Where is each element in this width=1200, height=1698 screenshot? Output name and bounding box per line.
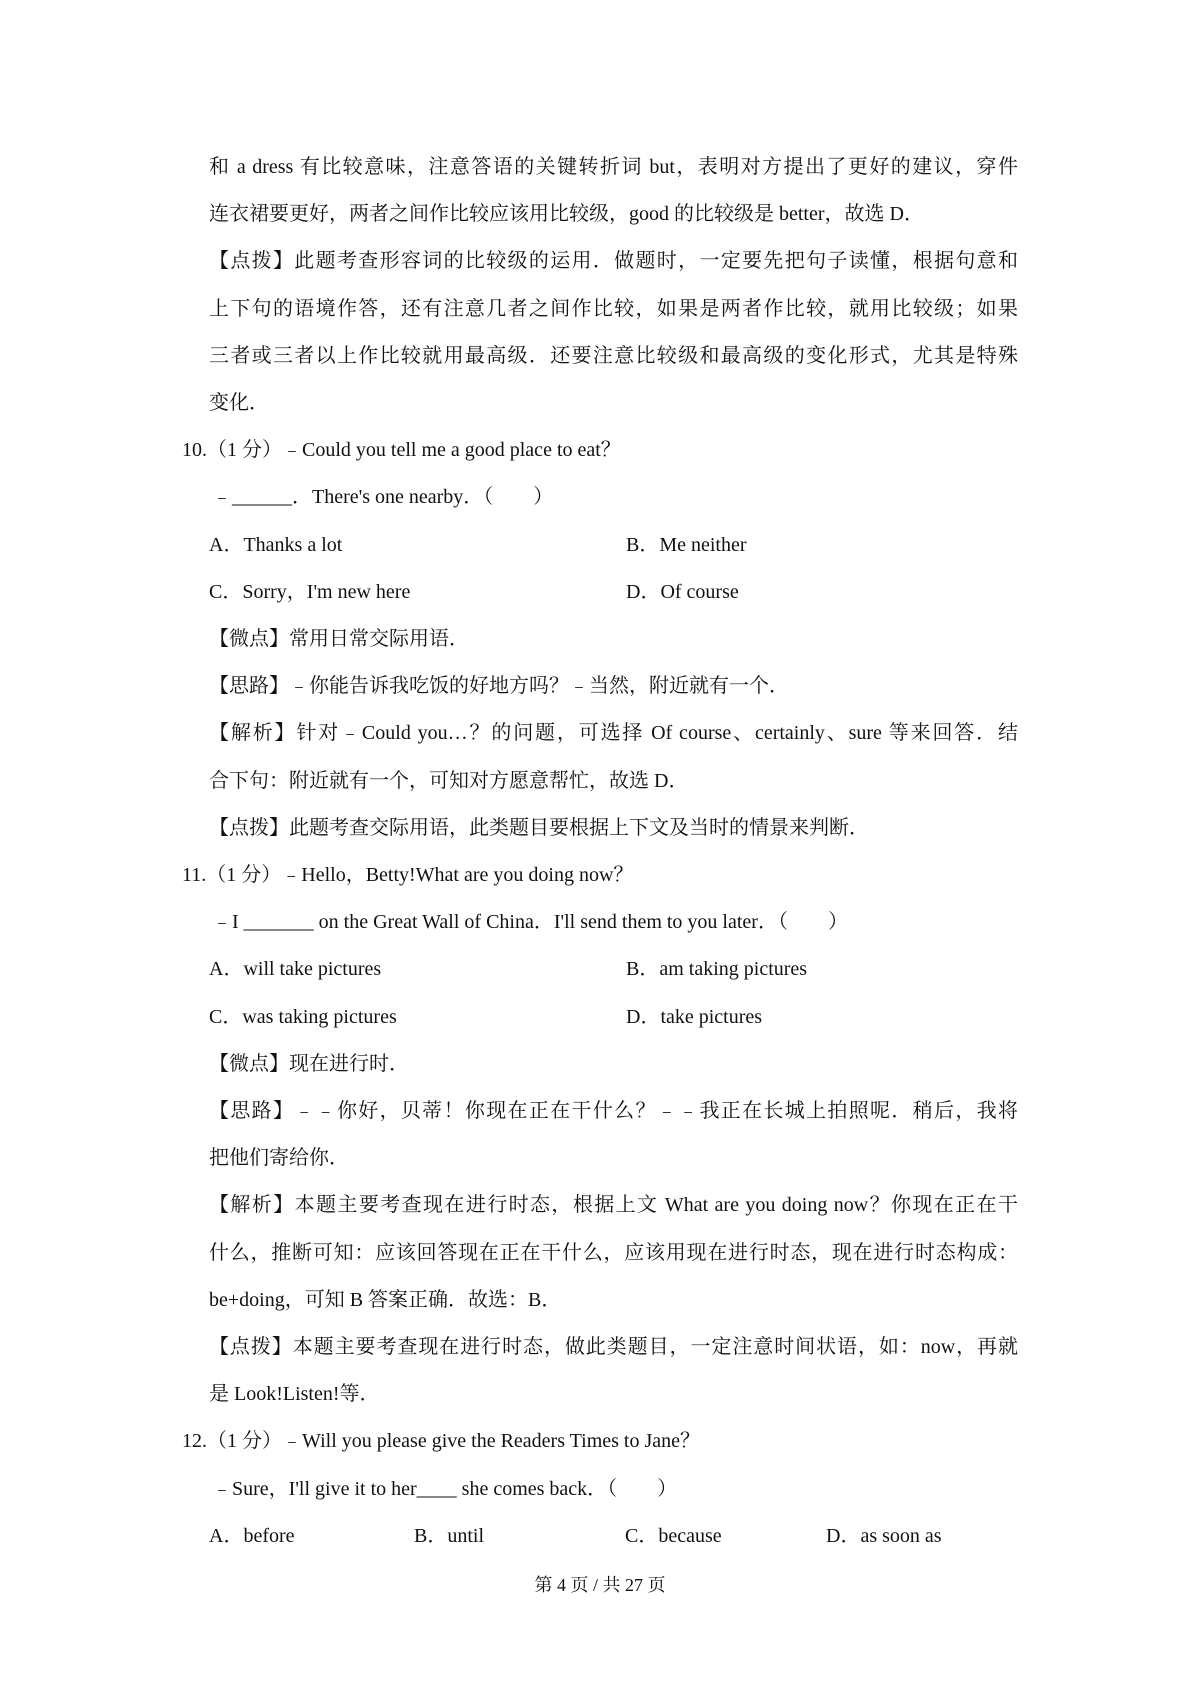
answer-option: C．because [625, 1524, 722, 1547]
explanation-line: 【点拨】此题考查交际用语，此类题目要根据上下文及当时的情景来判断． [209, 816, 869, 839]
answer-option: B．until [414, 1524, 485, 1547]
explanation-line: be+doing，可知 B 答案正确．故选：B． [209, 1288, 562, 1311]
options-row [0, 522, 1200, 569]
options-row [0, 946, 1200, 993]
explanation-line: 【思路】﹣﹣你好，贝蒂！你现在正在干什么？﹣﹣我正在长城上拍照呢．稍后，我将 [209, 1100, 1018, 1122]
question-reply: ﹣______．There's one nearby．（ ） [212, 486, 554, 509]
explanation-line: 上下句的语境作答，还有注意几者之间作比较，如果是两者作比较，就用比较级；如果 [209, 297, 1018, 320]
explanation-line: 和 a dress 有比较意味，注意答语的关键转折词 but，表明对方提出了更好的建议，穿件 [209, 156, 1018, 178]
answer-option: D．take pictures [626, 1005, 763, 1028]
answer-option: D．Of course [626, 580, 739, 603]
answer-option: B．am taking pictures [626, 958, 808, 981]
explanation-line: 变化． [209, 392, 269, 414]
question-reply: ﹣Sure，I'll give it to her____ she comes back．（ ） [212, 1477, 678, 1500]
explanation-line: 三者或三者以上作比较就用最高级．还要注意比较级和最高级的变化形式，尤其是特殊 [209, 344, 1018, 367]
answer-option: A．Thanks a lot [209, 533, 343, 556]
answer-option: A．before [209, 1524, 295, 1547]
answer-option: D．as soon as [826, 1524, 942, 1547]
answer-option: A．will take pictures [209, 958, 382, 981]
page-footer: 第 4 页 / 共 27 页 [534, 1575, 666, 1595]
explanation-line: 是 Look!Listen!等． [209, 1383, 380, 1406]
question-stem: 12.（1 分）﹣Will you please give the Readers Times to Jane？ [182, 1430, 701, 1453]
explanation-line: 【微点】现在进行时． [209, 1052, 409, 1075]
explanation-line: 【解析】针对﹣Could you…？的问题，可选择 Of course、certainly、sure 等来回答．结 [209, 722, 1018, 745]
explanation-line: 连衣裙要更好，两者之间作比较应该用比较级，good 的比较级是 better，故选 D． [209, 203, 924, 226]
explanation-line: 【思路】﹣你能告诉我吃饭的好地方吗？﹣当然，附近就有一个． [209, 675, 789, 698]
answer-option: C．Sorry，I'm new here [209, 580, 411, 603]
explanation-line: 【点拨】此题考查形容词的比较级的运用．做题时，一定要先把句子读懂，根据句意和 [209, 250, 1018, 273]
explanation-line: 【点拨】本题主要考查现在进行时态，做此类题目，一定注意时间状语，如：now，再就 [209, 1336, 1018, 1358]
answer-option: B．Me neither [626, 533, 747, 556]
question-reply: ﹣I _______ on the Great Wall of China．I'll send them to you later．（ ） [212, 911, 848, 934]
explanation-line: 把他们寄给你． [209, 1147, 349, 1170]
options-row [0, 1513, 1200, 1560]
explanation-line: 【微点】常用日常交际用语． [209, 628, 469, 650]
question-stem: 10.（1 分）﹣Could you tell me a good place to eat？ [182, 439, 621, 462]
explanation-line: 【解析】本题主要考查现在进行时态，根据上文 What are you doing now？你现在正在干 [209, 1194, 1018, 1217]
options-row [0, 569, 1200, 616]
explanation-line: 合下句：附近就有一个，可知对方愿意帮忙，故选 D． [209, 769, 689, 792]
explanation-line: 什么，推断可知：应该回答现在正在干什么，应该用现在进行时态，现在进行时态构成： [209, 1241, 1018, 1264]
question-stem: 11.（1 分）﹣Hello，Betty!What are you doing now？ [182, 864, 634, 886]
options-row [0, 994, 1200, 1041]
answer-option: C．was taking pictures [209, 1005, 397, 1028]
